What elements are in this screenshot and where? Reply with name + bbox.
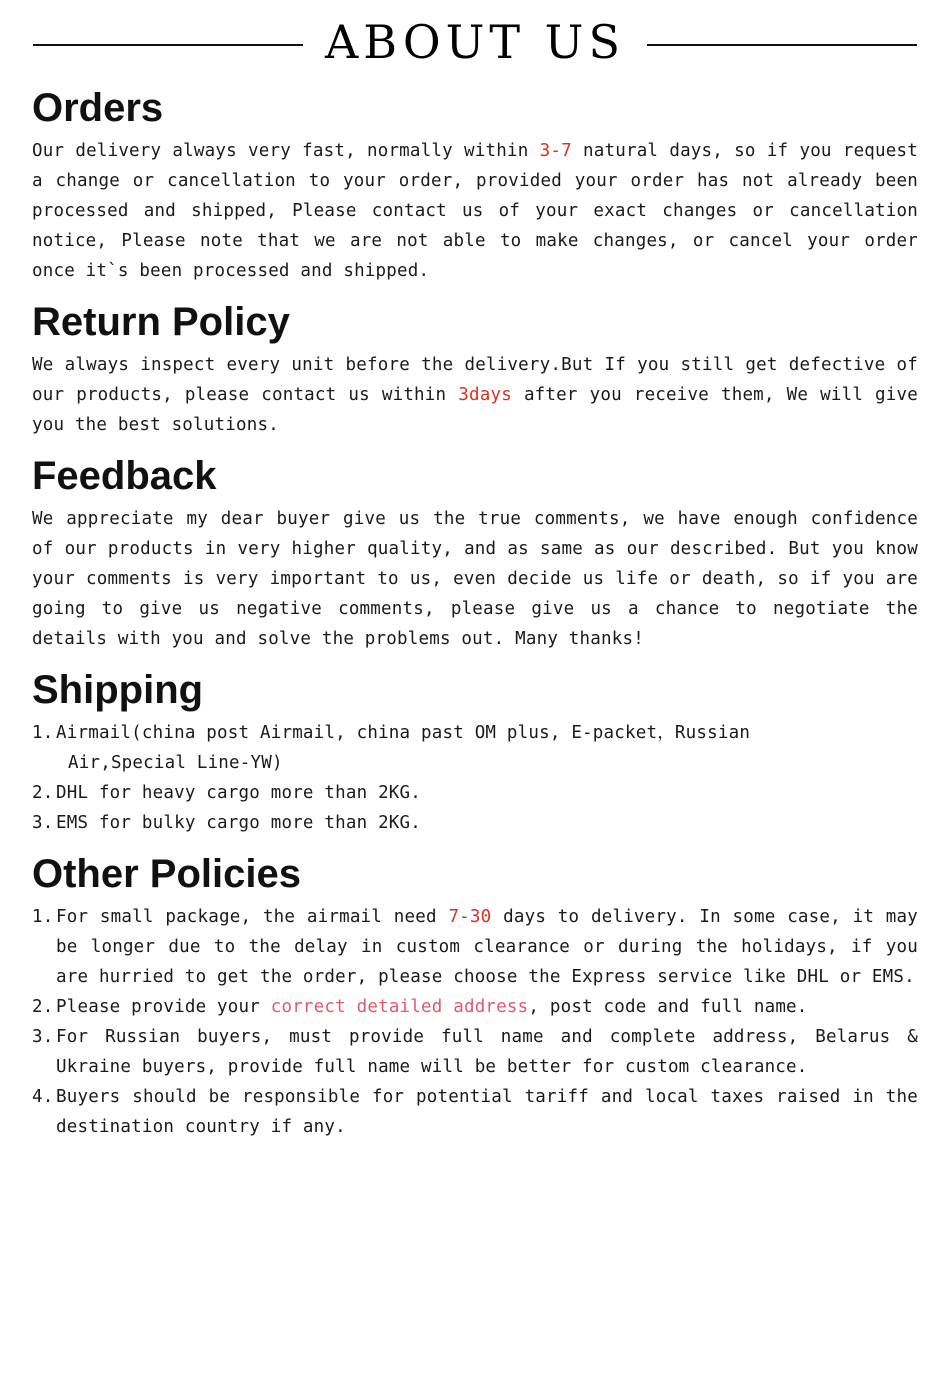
list-item-highlight: correct detailed address bbox=[270, 997, 529, 1018]
list-item-number: 2. bbox=[32, 783, 54, 804]
feedback-paragraph: We appreciate my dear buyer give us the true comments, we have enough confidence of our products in very higher quality, and as same as our described. But you know your comments is very important to us, even decide us life or death, so if you are going to give us negative comments, please give us a chance to negotiate the details with you and solve the problems out. Many thanks! bbox=[32, 509, 918, 650]
orders-text-after: natural days, so if you request a change or cancellation to your order, provided your order has not already been processed and shipped, Please contact us of your exact changes or cancellation notice, Please note that we are not able to make changes, or cancel your order once it`s been processed and shipped. bbox=[32, 141, 918, 282]
header-rule-right bbox=[647, 44, 917, 46]
list-item-text-before: Please provide your bbox=[56, 997, 271, 1018]
list-item bbox=[32, 1082, 918, 1142]
list-item-text-before: For small package, the airmail need bbox=[56, 907, 449, 928]
section-title-orders: Orders bbox=[32, 86, 164, 131]
list-item-text-after: days to delivery. In some case, it may be longer due to the delay in custom clearance or during the holidays, if you are hurried to get the order, please choose the Express service like DHL or EMS. bbox=[56, 907, 919, 988]
list-item bbox=[32, 778, 918, 808]
list-item bbox=[32, 992, 918, 1022]
list-item bbox=[32, 808, 918, 838]
list-item-text: Buyers should be responsible for potential tariff and local taxes raised in the destination country if any. bbox=[56, 1087, 918, 1138]
list-item-text: For Russian buyers, must provide full name and complete address, Belarus & Ukraine buyers, provide full name will be better for custom clearance. bbox=[56, 1027, 918, 1078]
list-item-text-after: , post code and full name. bbox=[528, 997, 808, 1018]
section-title-other-policies: Other Policies bbox=[32, 852, 301, 897]
section-return-policy bbox=[32, 300, 918, 440]
orders-highlight: 3-7 bbox=[539, 141, 572, 162]
header-rule-left bbox=[33, 44, 303, 46]
list-item-main: Airmail(china post Airmail, china past OM plus, E-packet，Russian bbox=[56, 723, 751, 744]
return-policy-text-before: We always inspect every unit before the delivery.But If you still get defective of our products, please contact us within bbox=[32, 355, 918, 406]
list-item-sub: Air,Special Line-YW) bbox=[68, 753, 283, 774]
list-item-text: EMS for bulky cargo more than 2KG. bbox=[56, 813, 422, 834]
section-title-feedback: Feedback bbox=[32, 454, 217, 499]
section-title-return-policy: Return Policy bbox=[32, 300, 290, 345]
section-title-shipping: Shipping bbox=[32, 668, 204, 713]
section-orders bbox=[32, 86, 918, 286]
return-policy-highlight: 3days bbox=[458, 385, 512, 406]
list-item-number: 3. bbox=[32, 813, 54, 834]
other-policies-list bbox=[32, 902, 918, 1142]
page-header bbox=[32, 0, 918, 72]
return-policy-paragraph bbox=[32, 350, 918, 440]
list-item bbox=[32, 902, 918, 992]
list-item-text bbox=[56, 992, 918, 1022]
list-item-text: DHL for heavy cargo more than 2KG. bbox=[56, 783, 422, 804]
list-item bbox=[32, 718, 918, 778]
list-item-number: 2. bbox=[32, 997, 54, 1018]
orders-paragraph bbox=[32, 136, 918, 286]
list-item-text bbox=[56, 718, 918, 778]
section-shipping bbox=[32, 668, 918, 838]
page-title: ABOUT US bbox=[325, 15, 625, 69]
shipping-list bbox=[32, 718, 918, 838]
orders-text-before: Our delivery always very fast, normally within bbox=[32, 141, 540, 162]
list-item-number: 1. bbox=[32, 907, 54, 928]
return-policy-text-after: after you receive them, We will give you the best solutions. bbox=[32, 385, 918, 436]
list-item-number: 4. bbox=[32, 1087, 54, 1108]
list-item-number: 1. bbox=[32, 723, 54, 744]
list-item-highlight: 7-30 bbox=[448, 907, 492, 928]
list-item bbox=[32, 1022, 918, 1082]
section-feedback bbox=[32, 454, 918, 654]
list-item-text bbox=[56, 902, 918, 992]
list-item-number: 3. bbox=[32, 1027, 54, 1048]
section-other-policies bbox=[32, 852, 918, 1142]
